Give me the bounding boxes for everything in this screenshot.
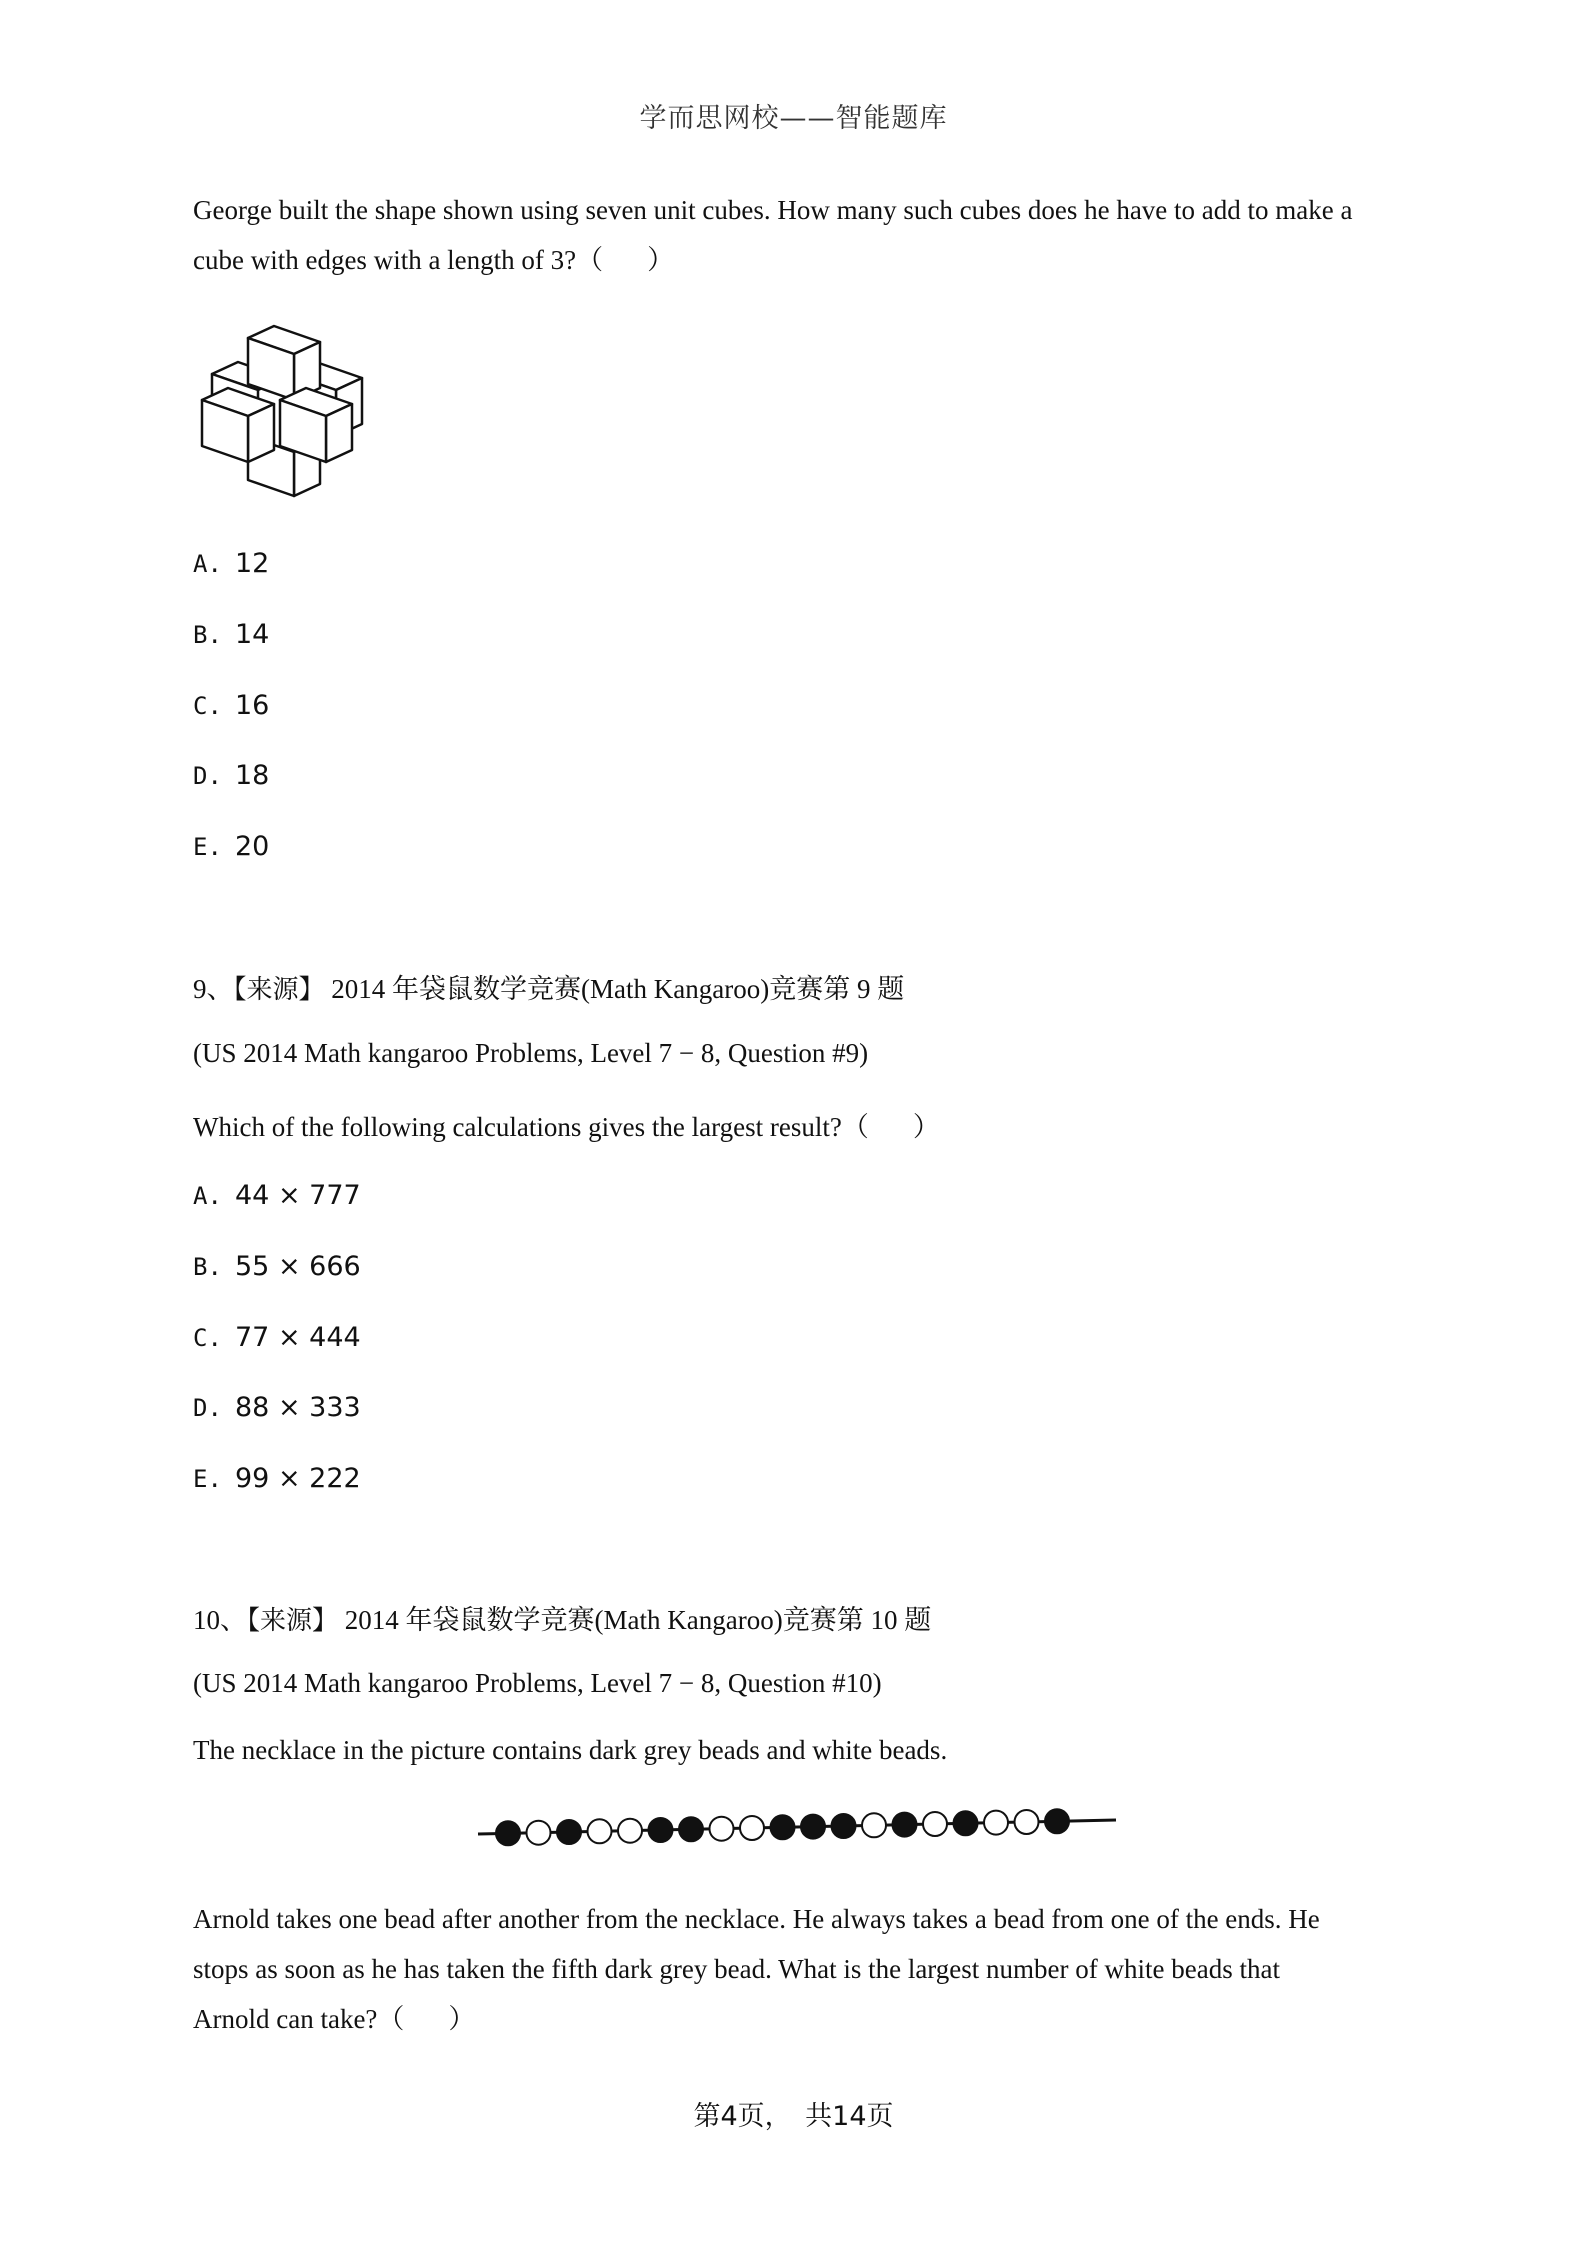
q9-number: 9、 xyxy=(193,974,234,1004)
q9-option-e[interactable]: E. 99 × 222 xyxy=(193,1463,361,1494)
q10-question-text xyxy=(193,1894,1413,2044)
q9-option-b[interactable]: B. 55 × 666 xyxy=(193,1251,361,1282)
white-bead xyxy=(618,1819,642,1843)
white-bead xyxy=(984,1811,1008,1835)
white-bead xyxy=(527,1821,551,1845)
q10-source-text: 2014 年袋鼠数学竞赛(Math Kangaroo)竞赛第 10 题 xyxy=(344,1605,932,1635)
q10-subtitle: (US 2014 Math kangaroo Problems, Level 7 − 8, Question #10) xyxy=(193,1668,882,1698)
page-header: 学而思网校——智能题库 xyxy=(639,103,948,134)
white-bead xyxy=(1015,1810,1039,1834)
q10-text-line2: stops as soon as he has taken the fifth dark grey bead. What is the largest number of white beads that xyxy=(193,1954,1280,1984)
dark-bead xyxy=(893,1813,917,1837)
q8-option-a[interactable]: A. 12 xyxy=(193,548,270,579)
q9-option-a[interactable]: A. 44 × 777 xyxy=(193,1180,361,1211)
white-bead xyxy=(740,1816,764,1840)
cube-front-left xyxy=(202,388,274,462)
white-bead xyxy=(862,1813,886,1837)
q9-source-tag: 【来源】 xyxy=(233,975,325,1005)
q10-source-tag: 【来源】 xyxy=(247,1606,339,1636)
q8-option-e[interactable]: E. 20 xyxy=(193,831,270,862)
page-footer: 第4页， 共14页 xyxy=(693,2101,894,2132)
q9-source-text: 2014 年袋鼠数学竞赛(Math Kangaroo)竞赛第 9 题 xyxy=(331,974,905,1004)
q8-option-b[interactable]: B. 14 xyxy=(193,619,270,650)
q10-text-line1: Arnold takes one bead after another from the necklace. He always takes a bead from one of the ends. He xyxy=(193,1904,1320,1934)
cube-shape-figure xyxy=(198,318,368,503)
q10-number: 10、 xyxy=(193,1605,247,1635)
q9-source-line xyxy=(193,967,904,1006)
cube-front-right xyxy=(280,388,352,462)
dark-bead xyxy=(649,1818,673,1842)
white-bead xyxy=(710,1817,734,1841)
dark-bead xyxy=(801,1815,825,1839)
q9-option-d[interactable]: D. 88 × 333 xyxy=(193,1392,361,1423)
dark-bead xyxy=(1045,1809,1069,1833)
q10-intro-text: The necklace in the picture contains dark grey beads and white beads. xyxy=(193,1735,948,1765)
dark-bead xyxy=(954,1811,978,1835)
q9-option-c[interactable]: C. 77 × 444 xyxy=(193,1322,361,1353)
q10-source-line xyxy=(193,1598,931,1637)
dark-bead xyxy=(679,1817,703,1841)
q8-option-d[interactable]: D. 18 xyxy=(193,760,270,791)
q10-text-line3: Arnold can take?（ ） xyxy=(193,2004,476,2034)
necklace-figure xyxy=(474,1800,1124,1850)
dark-bead xyxy=(557,1820,581,1844)
q8-text-line2: cube with edges with a length of 3?（ ） xyxy=(193,245,675,275)
q8-option-c[interactable]: C. 16 xyxy=(193,690,270,721)
q9-subtitle: (US 2014 Math kangaroo Problems, Level 7 − 8, Question #9) xyxy=(193,1038,869,1068)
q9-question-text: Which of the following calculations gives the largest result?（ ） xyxy=(193,1112,940,1142)
dark-bead xyxy=(832,1814,856,1838)
q8-text-line1: George built the shape shown using seven unit cubes. How many such cubes does he have to add to make a xyxy=(193,195,1353,225)
q8-question-text xyxy=(193,185,1413,285)
dark-bead xyxy=(496,1821,520,1845)
white-bead xyxy=(588,1819,612,1843)
dark-bead xyxy=(771,1815,795,1839)
white-bead xyxy=(923,1812,947,1836)
